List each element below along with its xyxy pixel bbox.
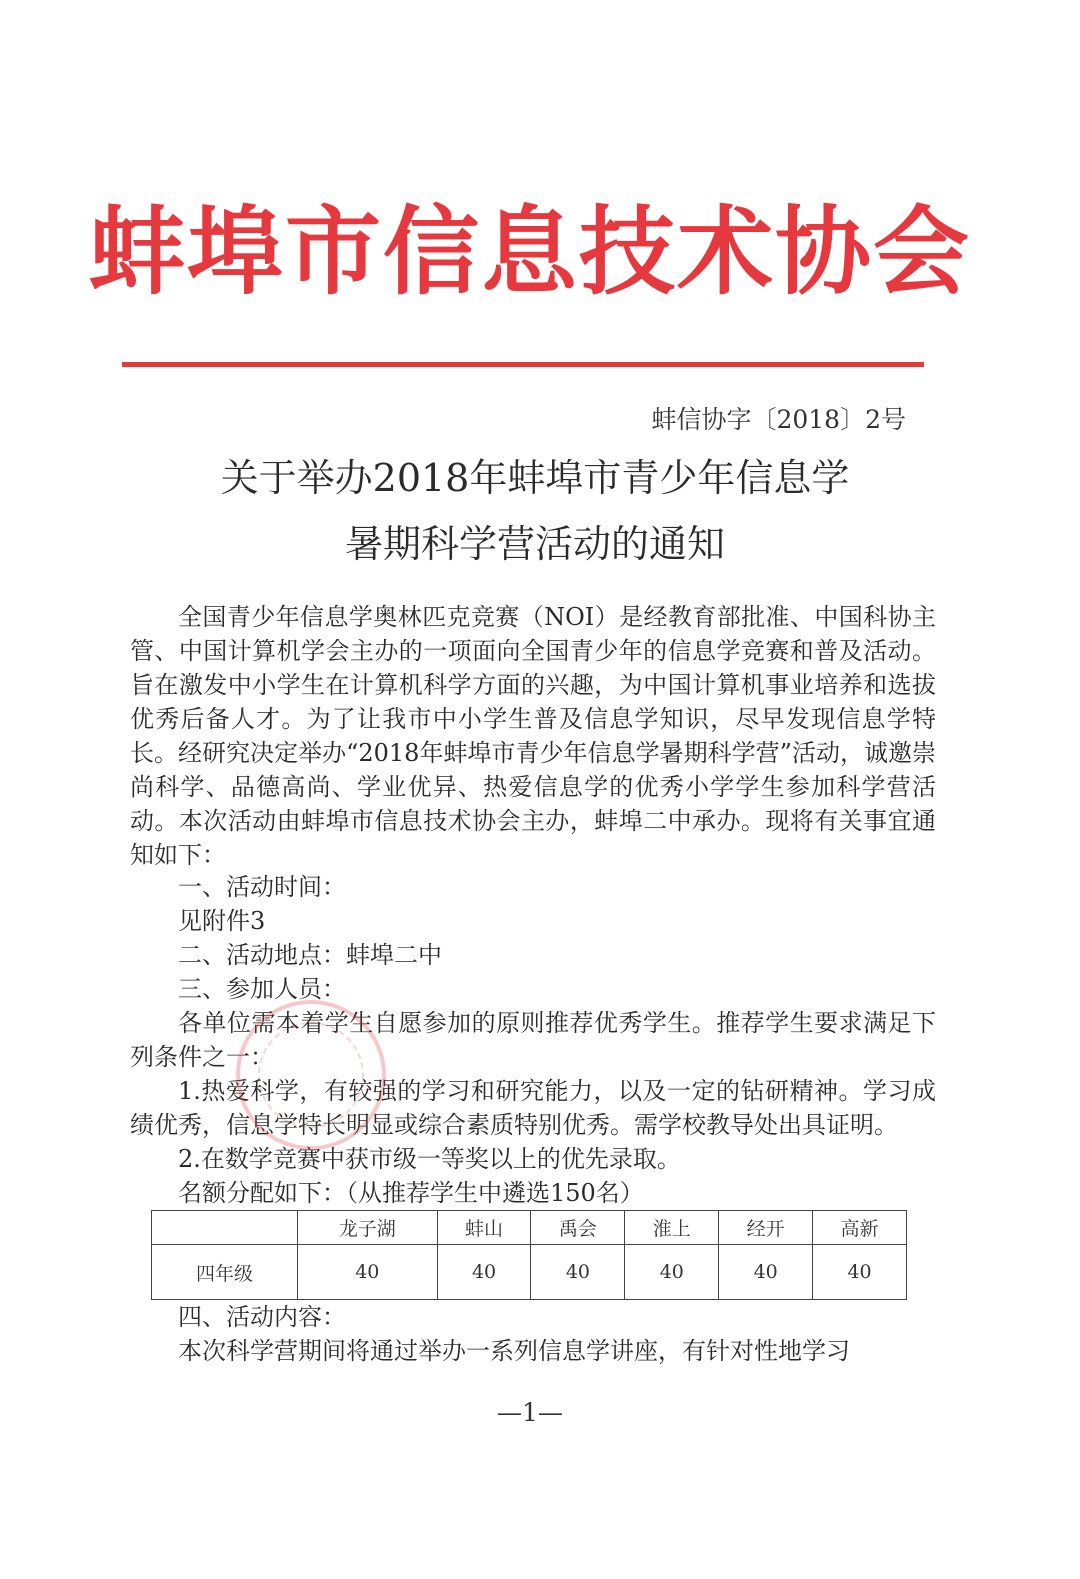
section-time-value: 见附件3 (178, 907, 266, 935)
quota-cell: 40 (298, 1245, 438, 1300)
section-content-text: 本次科学营期间将通过举办一系列信息学讲座，有针对性地学习 (178, 1337, 850, 1365)
quota-table-corner-cell (152, 1211, 298, 1245)
quota-column-header: 淮上 (625, 1211, 719, 1245)
page-number: —1— (497, 1398, 563, 1427)
quota-column-header: 蚌山 (437, 1211, 531, 1245)
intro-paragraph: 全国青少年信息学奥林匹克竞赛（NOI）是经教育部批准、中国科协主管、中国计算机学会主办的一项面向全国青少年的信息学竞赛和普及活动。旨在激发中小学生在计算机科学方面的兴趣，为中国计算机事业培养和选拔优秀后备人才。为了让我市中小学生普及信息学知识，尽早发现信息学特长。经研究决定举办“2018年蚌埠市青少年信息学暑期科学营”活动，诚邀崇尚科学、品德高尚、学业优异、热爱信息学的优秀小学学生参加科学营活动。本次活动由蚌埠市信息技术协会主办，蚌埠二中承办。现将有关事宜通知如下： (130, 603, 936, 869)
quota-cell: 40 (531, 1245, 625, 1300)
document-title-line-2: 暑期科学营活动的通知 (344, 522, 725, 566)
table-row (152, 1245, 907, 1300)
quota-cell: 40 (437, 1245, 531, 1300)
document-title-line-1: 关于举办2018年蚌埠市青少年信息学 (220, 456, 850, 500)
issuer-masthead: 蚌埠市信息技术协会 (89, 196, 971, 308)
document-number: 蚌信协字〔2018〕2号 (651, 405, 906, 434)
quota-column-header: 经开 (719, 1211, 813, 1245)
intro-paragraph-block (130, 600, 936, 872)
quota-cell: 40 (625, 1245, 719, 1300)
quota-cell: 40 (719, 1245, 813, 1300)
quota-column-header: 禹会 (531, 1211, 625, 1245)
section-content-heading: 四、活动内容： (178, 1303, 346, 1331)
condition-2: 2.在数学竞赛中获市级一等奖以上的优先录取。 (178, 1145, 681, 1173)
red-divider-line (122, 362, 924, 367)
participants-paragraph: 各单位需本着学生自愿参加的原则推荐优秀学生。推荐学生要求满足下列条件之一： (130, 1009, 936, 1071)
quota-column-header: 高新 (813, 1211, 907, 1245)
section-time-heading: 一、活动时间： (178, 873, 346, 901)
quota-column-header: 龙子湖 (298, 1211, 438, 1245)
quota-row-label: 四年级 (152, 1245, 298, 1300)
quota-table-header-row (152, 1211, 907, 1245)
condition-1: 1.热爱科学，有较强的学习和研究能力，以及一定的钻研精神。学习成绩优秀，信息学特长明显或综合素质特别优秀。需学校教导处出具证明。 (130, 1077, 936, 1139)
section-participants-heading: 三、参加人员： (178, 975, 346, 1003)
section-place: 二、活动地点：蚌埠二中 (178, 941, 442, 969)
quota-intro: 名额分配如下：（从推荐学生中遴选150名） (178, 1179, 644, 1207)
quota-cell: 40 (813, 1245, 907, 1300)
quota-table (151, 1210, 907, 1300)
